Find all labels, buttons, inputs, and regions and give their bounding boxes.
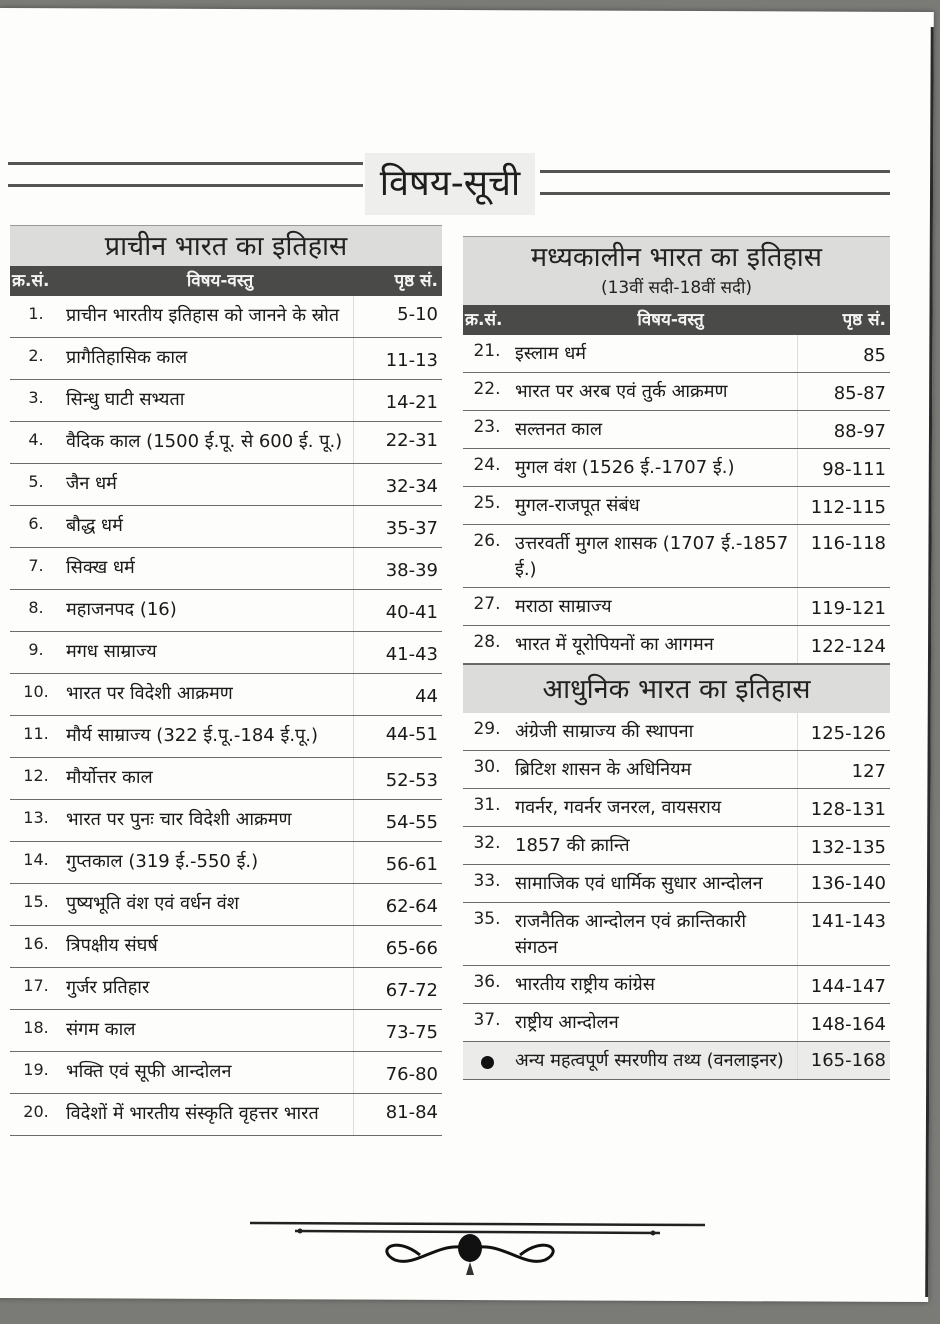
table-row <box>463 626 890 664</box>
page-header-cell: पृष्ठ सं. <box>394 271 438 291</box>
serial-number: 20. <box>23 1102 49 1121</box>
serial-number: 10. <box>23 682 49 701</box>
table-row <box>463 373 890 411</box>
page-range: 81-84 <box>385 1102 438 1123</box>
page-title: विषय-सूची <box>365 153 535 215</box>
page-range: 148-164 <box>810 1014 886 1035</box>
table-row <box>463 1042 890 1080</box>
table-row <box>10 338 442 380</box>
serial-number: 7. <box>28 556 44 575</box>
page-range: 32-34 <box>385 476 438 497</box>
serial-number: 28. <box>473 632 501 652</box>
topic-title: भारत पर विदेशी आक्रमण <box>62 674 354 715</box>
serial-number: 6. <box>28 514 44 533</box>
serial-number: 35. <box>473 909 501 929</box>
topic-title: गुप्तकाल (319 ई.-550 ई.) <box>62 842 354 883</box>
table-row <box>10 380 442 422</box>
topic-title: अंग्रेजी साम्राज्य की स्थापना <box>511 713 798 750</box>
serial-number: 2. <box>28 346 44 365</box>
table-row <box>463 588 890 626</box>
page-range: 127 <box>851 761 886 782</box>
ornament-rule <box>295 1231 660 1233</box>
section-heading <box>463 236 890 305</box>
serial-number: 14. <box>23 850 49 869</box>
serial-header: क्र.सं. <box>465 310 503 330</box>
serial-number: 24. <box>473 455 501 475</box>
ancient-history-section <box>10 225 442 1136</box>
table-row <box>10 968 442 1010</box>
ornament-dot <box>651 1231 656 1236</box>
serial-number: 32. <box>473 833 501 853</box>
topic-title: राष्ट्रीय आन्दोलन <box>511 1004 798 1041</box>
serial-number: 26. <box>473 531 501 551</box>
section-subtitle: (13वीं सदी-18वीं सदी) <box>600 278 753 298</box>
page-range: 85-87 <box>833 383 886 404</box>
page-range: 88-97 <box>833 421 886 442</box>
serial-number: 3. <box>28 388 44 407</box>
page-range: 14-21 <box>385 392 438 413</box>
header-rule <box>540 192 890 195</box>
serial-number <box>463 1042 511 1079</box>
table-body <box>463 713 890 1080</box>
topic-title: मौर्य साम्राज्य (322 ई.पू.-184 ई.पू.) <box>62 716 354 757</box>
table-row <box>10 884 442 926</box>
page-range: 98-111 <box>822 459 886 480</box>
table-row <box>10 926 442 968</box>
page-range: 54-55 <box>385 812 438 833</box>
topic-title: उत्तरवर्ती मुगल शासक (1707 ई.-1857 ई.) <box>511 525 798 587</box>
topic-title: इस्लाम धर्म <box>511 335 798 372</box>
table-row <box>463 525 890 588</box>
table-row <box>463 903 890 966</box>
topic-title: प्राचीन भारतीय इतिहास को जानने के स्रोत <box>62 296 354 337</box>
ornament-dot <box>298 1229 303 1234</box>
section-heading <box>10 225 442 266</box>
topic-title: मौर्योत्तर काल <box>62 758 354 799</box>
serial-number: 36. <box>473 972 501 992</box>
page-range: 119-121 <box>810 598 886 619</box>
page-range: 125-126 <box>810 723 886 744</box>
serial-number: 31. <box>473 795 501 815</box>
topic-header: विषय-वस्तु <box>637 310 704 330</box>
serial-number: 15. <box>23 892 49 911</box>
page-range: 62-64 <box>385 896 438 917</box>
page-header-cell: पृष्ठ सं. <box>842 310 886 330</box>
ornament-scroll-right <box>480 1245 553 1261</box>
page-range: 22-31 <box>385 430 438 451</box>
section-title: आधुनिक भारत का इतिहास <box>542 674 811 705</box>
serial-number: 1. <box>28 304 44 323</box>
serial-number: 9. <box>28 640 44 659</box>
serial-number: 23. <box>473 417 501 437</box>
page-range: 38-39 <box>385 560 438 581</box>
page-range: 35-37 <box>385 518 438 539</box>
decorative-ornament <box>220 1205 720 1275</box>
table-row <box>463 713 890 751</box>
page-range: 128-131 <box>810 799 886 820</box>
ornament-stem <box>466 1262 474 1275</box>
serial-number: 16. <box>23 934 49 953</box>
page-range: 85 <box>863 345 886 366</box>
page-range: 136-140 <box>810 873 886 894</box>
serial-number: 37. <box>473 1010 501 1030</box>
table-row <box>10 842 442 884</box>
table-header <box>463 305 890 335</box>
page-range: 11-13 <box>385 350 438 371</box>
table-row <box>463 827 890 865</box>
bullet-icon <box>481 1056 494 1069</box>
serial-number: 33. <box>473 871 501 891</box>
topic-title: राजनैतिक आन्दोलन एवं क्रान्तिकारी संगठन <box>511 903 798 965</box>
page-range: 122-124 <box>810 636 886 657</box>
topic-title: मुगल-राजपूत संबंध <box>511 487 798 524</box>
table-row <box>463 789 890 827</box>
topic-title: गवर्नर, गवर्नर जनरल, वायसराय <box>511 789 798 826</box>
table-row <box>10 506 442 548</box>
header-rule <box>8 184 363 187</box>
table-body <box>463 335 890 664</box>
topic-title: त्रिपक्षीय संघर्ष <box>62 926 354 967</box>
serial-number: 11. <box>23 724 49 743</box>
page-range: 44 <box>415 686 438 707</box>
topic-title: मुगल वंश (1526 ई.-1707 ई.) <box>511 449 798 486</box>
ornament-center <box>458 1234 482 1262</box>
topic-title: जैन धर्म <box>62 464 354 505</box>
serial-number: 27. <box>473 594 501 614</box>
topic-title: संगम काल <box>62 1010 354 1051</box>
table-row <box>10 548 442 590</box>
topic-title: गुर्जर प्रतिहार <box>62 968 354 1009</box>
serial-number: 30. <box>473 757 501 777</box>
serial-number: 29. <box>473 719 501 739</box>
page-range: 76-80 <box>385 1064 438 1085</box>
table-row <box>463 1004 890 1042</box>
topic-title: मगध साम्राज्य <box>62 632 354 673</box>
table-row <box>10 632 442 674</box>
header-rule <box>540 170 890 173</box>
table-row <box>10 758 442 800</box>
serial-number: 12. <box>23 766 49 785</box>
topic-title: विदेशों में भारतीय संस्कृति वृहत्तर भारत <box>62 1094 354 1135</box>
serial-number: 19. <box>23 1060 49 1079</box>
page-range: 112-115 <box>810 497 886 518</box>
topic-title: सल्तनत काल <box>511 411 798 448</box>
serial-header: क्र.सं. <box>12 271 50 291</box>
table-row <box>10 590 442 632</box>
page-range: 144-147 <box>810 976 886 997</box>
topic-title: ब्रिटिश शासन के अधिनियम <box>511 751 798 788</box>
topic-title: भक्ति एवं सूफी आन्दोलन <box>62 1052 354 1093</box>
serial-number: 8. <box>28 598 44 617</box>
topic-title: भारत पर अरब एवं तुर्क आक्रमण <box>511 373 798 410</box>
page-range: 40-41 <box>385 602 438 623</box>
table-body <box>10 296 442 1136</box>
page-range: 67-72 <box>385 980 438 1001</box>
page-range: 52-53 <box>385 770 438 791</box>
topic-title: सिन्धु घाटी सभ्यता <box>62 380 354 421</box>
topic-title: अन्य महत्वपूर्ण स्मरणीय तथ्य (वनलाइनर) <box>511 1042 798 1079</box>
page-range: 165-168 <box>810 1050 886 1071</box>
ornament-rule <box>250 1223 705 1225</box>
table-row <box>10 1052 442 1094</box>
table-row <box>463 487 890 525</box>
table-row <box>10 716 442 758</box>
topic-title: सिक्ख धर्म <box>62 548 354 589</box>
table-row <box>463 751 890 789</box>
table-row <box>463 966 890 1004</box>
page-range: 73-75 <box>385 1022 438 1043</box>
serial-number: 25. <box>473 493 501 513</box>
serial-number: 22. <box>473 379 501 399</box>
page-range: 132-135 <box>810 837 886 858</box>
serial-number: 18. <box>23 1018 49 1037</box>
table-row <box>463 411 890 449</box>
topic-title: बौद्ध धर्म <box>62 506 354 547</box>
topic-title: भारत पर पुनः चार विदेशी आक्रमण <box>62 800 354 841</box>
section-title: प्राचीन भारत का इतिहास <box>104 231 348 262</box>
table-header <box>10 266 442 296</box>
topic-title: 1857 की क्रान्ति <box>511 827 798 864</box>
page-range: 41-43 <box>385 644 438 665</box>
header-rule <box>8 162 363 165</box>
section-title: मध्यकालीन भारत का इतिहास <box>530 242 823 273</box>
page-range: 44-51 <box>385 724 438 745</box>
topic-title: पुष्यभूति वंश एवं वर्धन वंश <box>62 884 354 925</box>
topic-header: विषय-वस्तु <box>186 271 254 291</box>
serial-number: 21. <box>473 341 501 361</box>
page-range: 141-143 <box>810 911 886 932</box>
table-row <box>10 1094 442 1136</box>
page-range: 5-10 <box>397 304 438 325</box>
table-row <box>463 335 890 373</box>
table-row <box>10 800 442 842</box>
table-row <box>463 449 890 487</box>
topic-title: भारतीय राष्ट्रीय कांग्रेस <box>511 966 798 1003</box>
topic-title: वैदिक काल (1500 ई.पू. से 600 ई. पू.) <box>62 422 354 463</box>
topic-title: प्रागैतिहासिक काल <box>62 338 354 379</box>
page-range: 65-66 <box>385 938 438 959</box>
table-row <box>10 296 442 338</box>
serial-number: 13. <box>23 808 49 827</box>
table-row <box>10 1010 442 1052</box>
page-range: 56-61 <box>385 854 438 875</box>
ornament-scroll-left <box>387 1245 460 1261</box>
serial-number: 17. <box>23 976 49 995</box>
serial-number: 5. <box>28 472 44 491</box>
topic-title: मराठा साम्राज्य <box>511 588 798 625</box>
page-header <box>0 150 940 220</box>
topic-title: महाजनपद (16) <box>62 590 354 631</box>
section-heading <box>463 664 890 713</box>
table-row <box>10 464 442 506</box>
page-range: 116-118 <box>810 533 886 554</box>
medieval-modern-section <box>463 236 890 1080</box>
serial-number: 4. <box>28 430 44 449</box>
topic-title: सामाजिक एवं धार्मिक सुधार आन्दोलन <box>511 865 798 902</box>
table-row <box>10 422 442 464</box>
topic-title: भारत में यूरोपियनों का आगमन <box>511 626 798 663</box>
table-row <box>10 674 442 716</box>
table-row <box>463 865 890 903</box>
